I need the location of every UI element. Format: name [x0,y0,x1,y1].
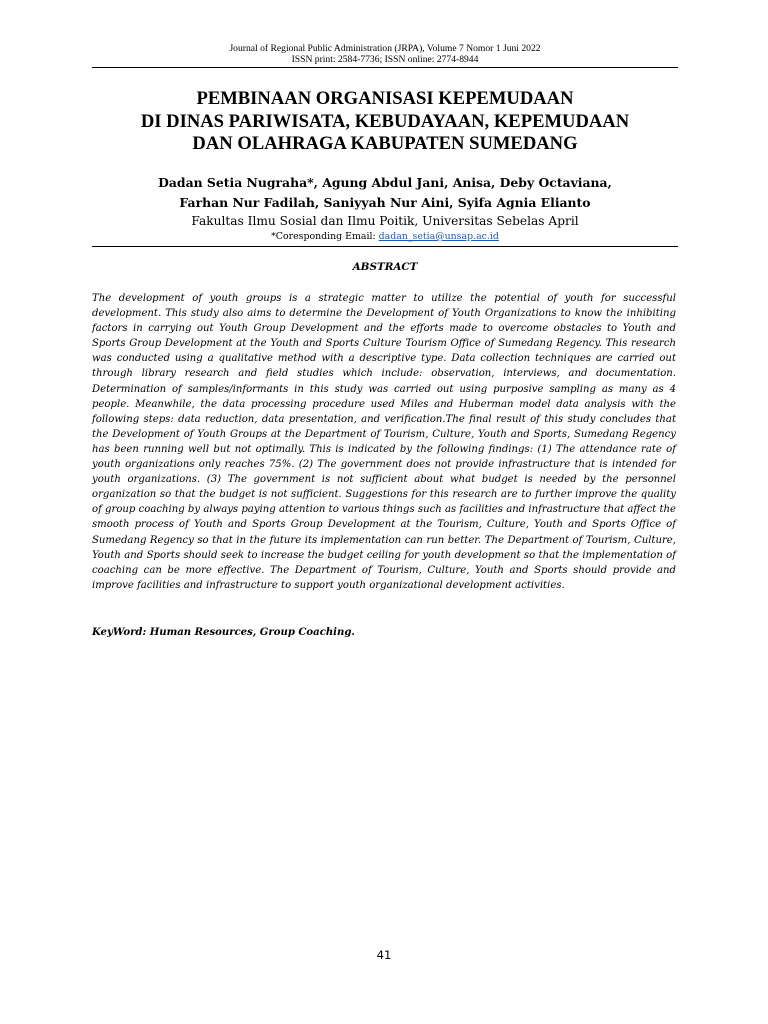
paper-title-line: DAN OLAHRAGA KABUPATEN SUMEDANG [192,133,578,154]
author-list [92,173,678,213]
journal-header [92,43,678,65]
abstract-text: The development of youth groups is a strategic matter to utilize the potential of youth for successful development. This study also aims to determine the Development of Youth Organizations to know the inhibiting factors in carrying out Youth Group Development and the efforts made to overcome obstacles to Youth and Sports Group Development at the Youth and Sports Culture Tourism Office of Sumedang Regency. This research was conducted using a qualitative method with a descriptive type. Data collection techniques are carried out through library research and field studies which include: observation, interviews, and documentation. Determination of samples/informants in this study was carried out using purposive sampling as many as 4 people. Meanwhile, the data processing procedure used Miles and Huberman model data analysis with the following steps: data reduction, data presentation, and verification.The final result of this study concludes that the Development of Youth Groups at the Department of Tourism, Culture, Youth and Sports, Sumedang Regency has been running well but not optimally. This is indicated by the following findings: (1) The attendance rate of youth organizations only reaches 75%. (2) The government does not provide infrastructure that is intended for youth organizations. (3) The government is not sufficient about what budget is needed by the personnel organization so that the budget is not sufficient. Suggestions for this research are to further improve the quality of group coaching by always paying attention to various things such as facilities and infrastructure that affect the smooth process of Youth and Sports Group Development at the Tourism, Culture, Youth and Sports Office of Sumedang Regency so that in the future its implementation can run better. The Department of Tourism, Culture, Youth and Sports should seek to increase the budget ceiling for youth development so that the implementation of coaching can be more effective. The Department of Tourism, Culture, Youth and Sports should provide and improve facilities and infrastructure to support youth organizational development activities. [92,293,676,591]
journal-issn: ISSN print: 2584-7736; ISSN online: 2774-8944 [291,54,479,65]
corresponding-email-link[interactable]: dadan_setia@unsap.ac.id [378,231,499,242]
paper-title-line: DI DINAS PARIWISATA, KEBUDAYAAN, KEPEMUDAAN [140,110,630,132]
author-line: Farhan Nur Fadilah, Saniyyah Nur Aini, Syifa Agnia Elianto [179,195,591,210]
corresponding-email [92,231,678,243]
page-number: 41 [376,948,392,962]
header-divider [92,67,678,68]
author-line: Dadan Setia Nugraha*, Agung Abdul Jani, Anisa, Deby Octaviana, [158,175,612,190]
corresponding-email-label: *Coresponding Email: [271,231,379,242]
author-affiliation: Fakultas Ilmu Sosial dan Ilmu Poitik, Universitas Sebelas April [191,214,579,228]
abstract-divider [92,246,678,247]
journal-citation: Journal of Regional Public Administration (JRPA), Volume 7 Nomor 1 Juni 2022 [229,43,541,54]
paper-title [92,88,678,156]
abstract-heading: ABSTRACT [352,261,418,273]
keywords: KeyWord: Human Resources, Group Coaching. [92,627,355,638]
paper-title-line: PEMBINAAN ORGANISASI KEPEMUDAAN [196,88,574,109]
